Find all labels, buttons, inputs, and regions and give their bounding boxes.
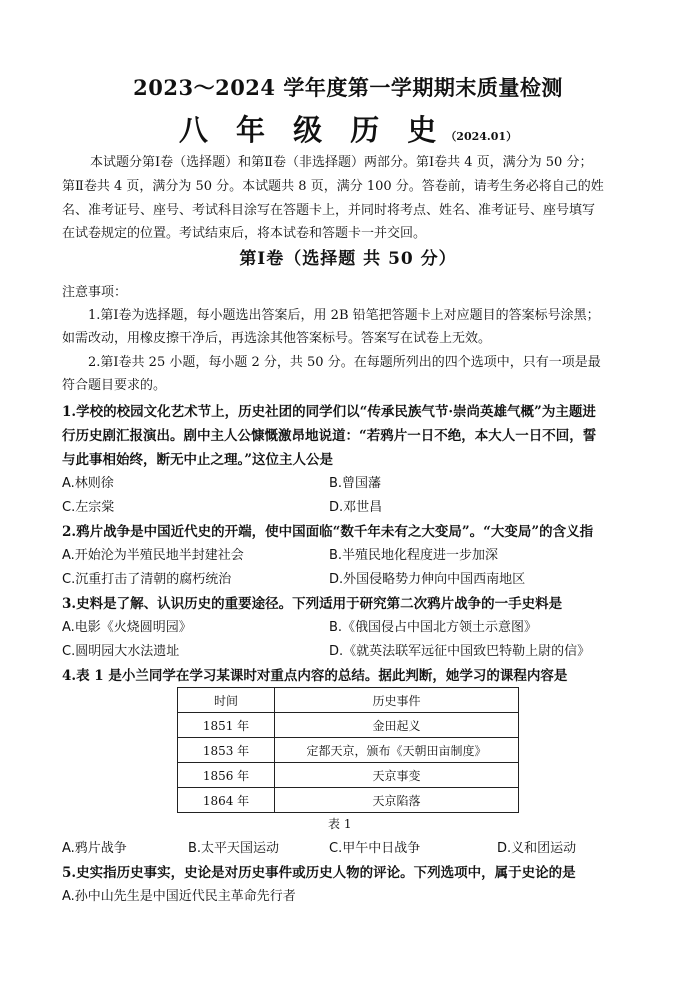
- table-header-row: [178, 688, 519, 713]
- notes-line-4: 符合题目要求的。: [62, 378, 167, 393]
- q4-option-a: A.鸦片战争: [62, 841, 127, 856]
- q3-option-b: B.《俄国侵占中国北方领土示意图》: [329, 620, 538, 635]
- q4-stem: 4.表 1 是小兰同学在学习某课时对重点内容的总结。据此判断，她学习的课程内容是: [62, 668, 568, 684]
- table-cell-year: 1856 年: [178, 763, 275, 788]
- table-row: [178, 713, 519, 738]
- table-cell-year: 1851 年: [178, 713, 275, 738]
- q2-stem: 2.鸦片战争是中国近代史的开端，使中国面临“数千年未有之大变局”。“大变局”的含义指: [62, 524, 594, 540]
- q5-stem: 5.史实指历史事实，史论是对历史事件或历史人物的评论。下列选项中，属于史论的是: [62, 865, 576, 881]
- table-header-event: 历史事件: [275, 688, 519, 713]
- q4-option-b: B.太平天国运动: [188, 841, 280, 856]
- q2-option-d: D.外国侵略势力伸向中国西南地区: [329, 572, 526, 587]
- intro-line-3: 名、准考证号、座号、考试科目涂写在答题卡上，并同时将考点、姓名、准考证号、座号填写: [62, 203, 596, 218]
- q1-option-d: D.邓世昌: [329, 500, 383, 515]
- history-events-table: [177, 687, 519, 813]
- notes-heading: 注意事项：: [62, 285, 128, 300]
- q3-option-c: C.圆明园大水法遗址: [62, 644, 180, 659]
- q3-stem: 3.史料是了解、认识历史的重要途径。下列适用于研究第二次鸦片战争的一手史料是: [62, 596, 563, 612]
- notes-line-3: 2.第Ⅰ卷共 25 小题，每小题 2 分，共 50 分。在每题所列出的四个选项中，只有一项是最: [88, 355, 601, 370]
- q2-option-c: C.沉重打击了清朝的腐朽统治: [62, 572, 232, 587]
- q5-option-a: A.孙中山先生是中国近代民主革命先行者: [62, 889, 296, 904]
- q1-option-b: B.曾国藩: [329, 476, 382, 491]
- q1-stem-line-2: 行历史剧汇报演出。剧中主人公慷慨激昂地说道：“若鸦片一日不绝，本大人一日不回，誓: [62, 428, 597, 444]
- table-caption: 表 1: [328, 817, 352, 831]
- section-title: 第Ⅰ卷（选择题 共 50 分）: [239, 249, 457, 269]
- q1-option-c: C.左宗棠: [62, 500, 115, 515]
- notes-line-2: 如需改动，用橡皮擦干净后，再选涂其他答案标号。答案写在试卷上无效。: [62, 331, 492, 346]
- q4-option-d: D.义和团运动: [497, 841, 577, 856]
- intro-line-4: 在试卷规定的位置。考试结束后，将本试卷和答题卡一并交回。: [62, 226, 427, 241]
- intro-line-2: 第Ⅱ卷共 4 页，满分为 50 分。本试题共 8 页，满分 100 分。答卷前，请考生务必将自己的姓: [62, 179, 604, 194]
- q2-option-b: B.半殖民地化程度进一步加深: [329, 548, 499, 563]
- table-cell-event: 金田起义: [275, 713, 519, 738]
- q4-option-c: C.甲午中日战争: [329, 841, 421, 856]
- table-cell-event: 定都天京，颁布《天朝田亩制度》: [275, 738, 519, 763]
- table-header-time: 时间: [178, 688, 275, 713]
- intro-line-1: 本试题分第Ⅰ卷（选择题）和第Ⅱ卷（非选择题）两部分。第Ⅰ卷共 4 页，满分为 50 分；: [90, 155, 593, 170]
- q1-option-a: A.林则徐: [62, 476, 114, 491]
- subject-title-row: [0, 108, 696, 149]
- q3-option-a: A.电影《火烧圆明园》: [62, 620, 192, 635]
- subject-title: 八 年 级 历 史: [178, 113, 446, 147]
- table-row: [178, 788, 519, 813]
- table-row: [178, 763, 519, 788]
- table-cell-year: 1864 年: [178, 788, 275, 813]
- exam-title: 2023～2024 学年度第一学期期末质量检测: [133, 75, 563, 100]
- q1-stem-line-3: 与此事相始终，断无中止之理。”这位主人公是: [62, 452, 334, 468]
- table-cell-year: 1853 年: [178, 738, 275, 763]
- q2-option-a: A.开始沦为半殖民地半封建社会: [62, 548, 244, 563]
- q1-stem-line-1: 1.学校的校园文化艺术节上，历史社团的同学们以“传承民族气节·崇尚英雄气概”为主题进: [62, 404, 596, 420]
- table-cell-event: 天京陷落: [275, 788, 519, 813]
- table-row: [178, 738, 519, 763]
- exam-date: （2024.01）: [445, 130, 518, 143]
- q3-option-d: D.《就英法联军远征中国致巴特勒上尉的信》: [329, 644, 591, 659]
- notes-line-1: 1.第Ⅰ卷为选择题，每小题选出答案后，用 2B 铅笔把答题卡上对应题目的答案标号涂黑；: [88, 308, 600, 323]
- table-cell-event: 天京事变: [275, 763, 519, 788]
